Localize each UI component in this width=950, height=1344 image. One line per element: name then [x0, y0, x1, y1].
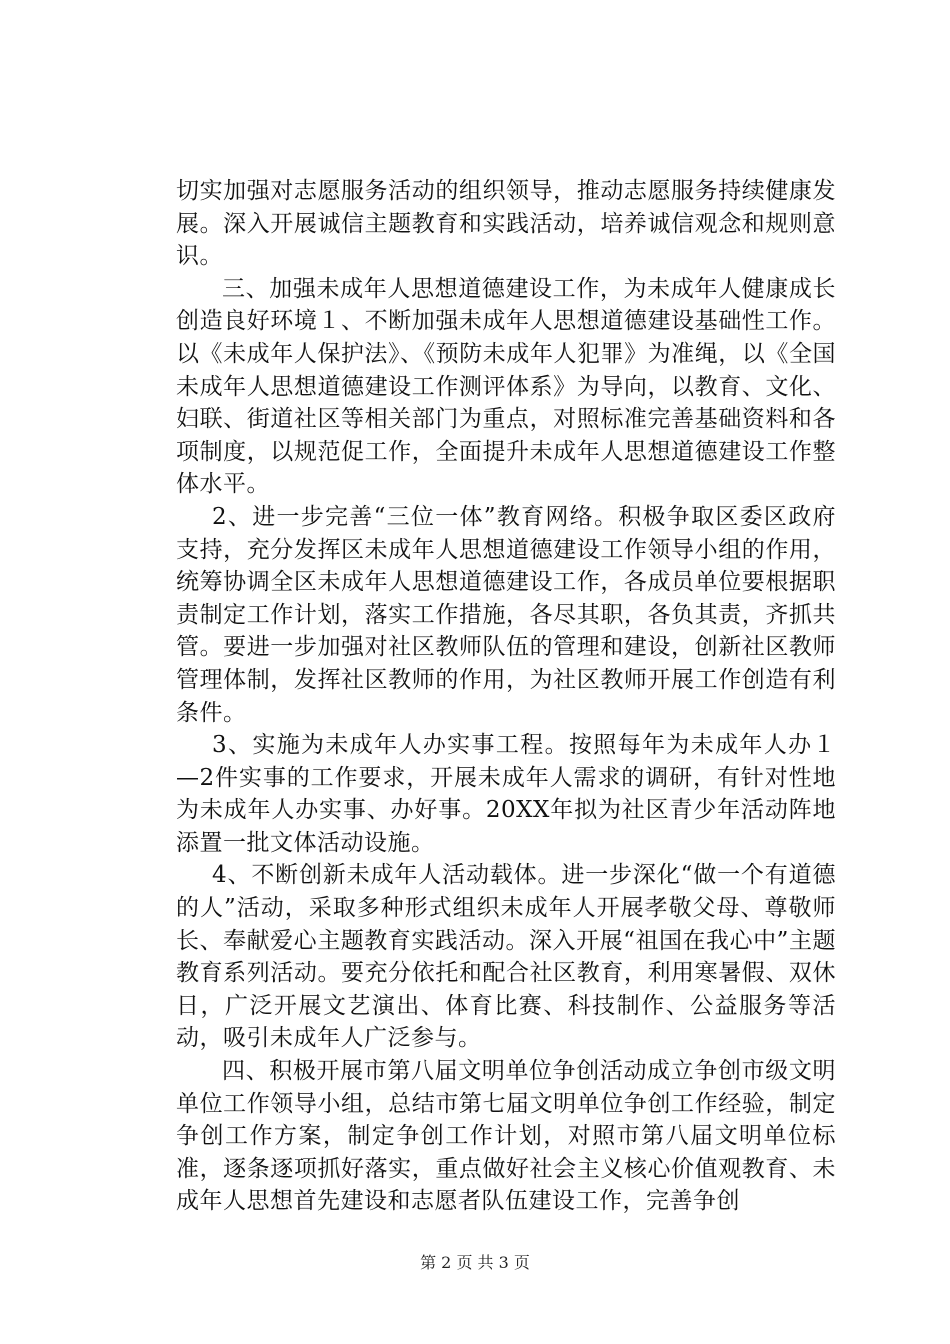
page-number-footer: 第 2 页 共 3 页: [420, 1253, 530, 1272]
paragraph-5: 4、不断创新未成年人活动载体。进一步深化“做一个有道德的人”活动，采取多种形式组织未成年人开展孝敬父母、尊敬师长、奉献爱心主题教育实践活动。深入开展“祖国在我心中”主题教育系列活动。要充分依托和配合社区教育，利用寒暑假、双休日，广泛开展文艺演出、体育比赛、科技制作、公益服务等活动，吸引未成年人广泛参与。: [176, 862, 836, 1052]
paragraph-6: 四、积极开展市第八届文明单位争创活动成立争创市级文明单位工作领导小组，总结市第七届文明单位争创工作经验，制定争创工作方案，制定争创工作计划，对照市第八届文明单位标准，逐条逐项抓好落实，重点做好社会主义核心价值观教育、未成年人思想首先建设和志愿者队伍建设工作，完善争创: [176, 1058, 836, 1215]
paragraph-1: 切实加强对志愿服务活动的组织领导，推动志愿服务持续健康发展。深入开展诚信主题教育和实践活动，培养诚信观念和规则意识。: [176, 178, 836, 270]
document-body: [176, 175, 836, 1218]
paragraph-4: 3、实施为未成年人办实事工程。按照每年为未成年人办１—2件实事的工作要求，开展未成年人需求的调研，有针对性地为未成年人办实事、办好事。20XX年拟为社区青少年活动阵地添置一批文体活动设施。: [176, 732, 836, 856]
paragraph-2: 三、加强未成年人思想道德建设工作，为未成年人健康成长创造良好环境１、不断加强未成年人思想道德建设基础性工作。以《未成年人保护法》、《预防未成年人犯罪》为准绳，以《全国未成年人思想道德建设工作测评体系》为导向，以教育、文化、妇联、街道社区等相关部门为重点，对照标准完善基础资料和各项制度，以规范促工作，全面提升未成年人思想道德建设工作整体水平。: [176, 275, 836, 498]
paragraph-3: 2、进一步完善“三位一体”教育网络。积极争取区委区政府支持，充分发挥区未成年人思想道德建设工作领导小组的作用，统筹协调全区未成年人思想道德建设工作，各成员单位要根据职责制定工作计划，落实工作措施，各尽其职，各负其责，齐抓共管。要进一步加强对社区教师队伍的管理和建设，创新社区教师管理体制，发挥社区教师的作用，为社区教师开展工作创造有利条件。: [176, 503, 836, 726]
